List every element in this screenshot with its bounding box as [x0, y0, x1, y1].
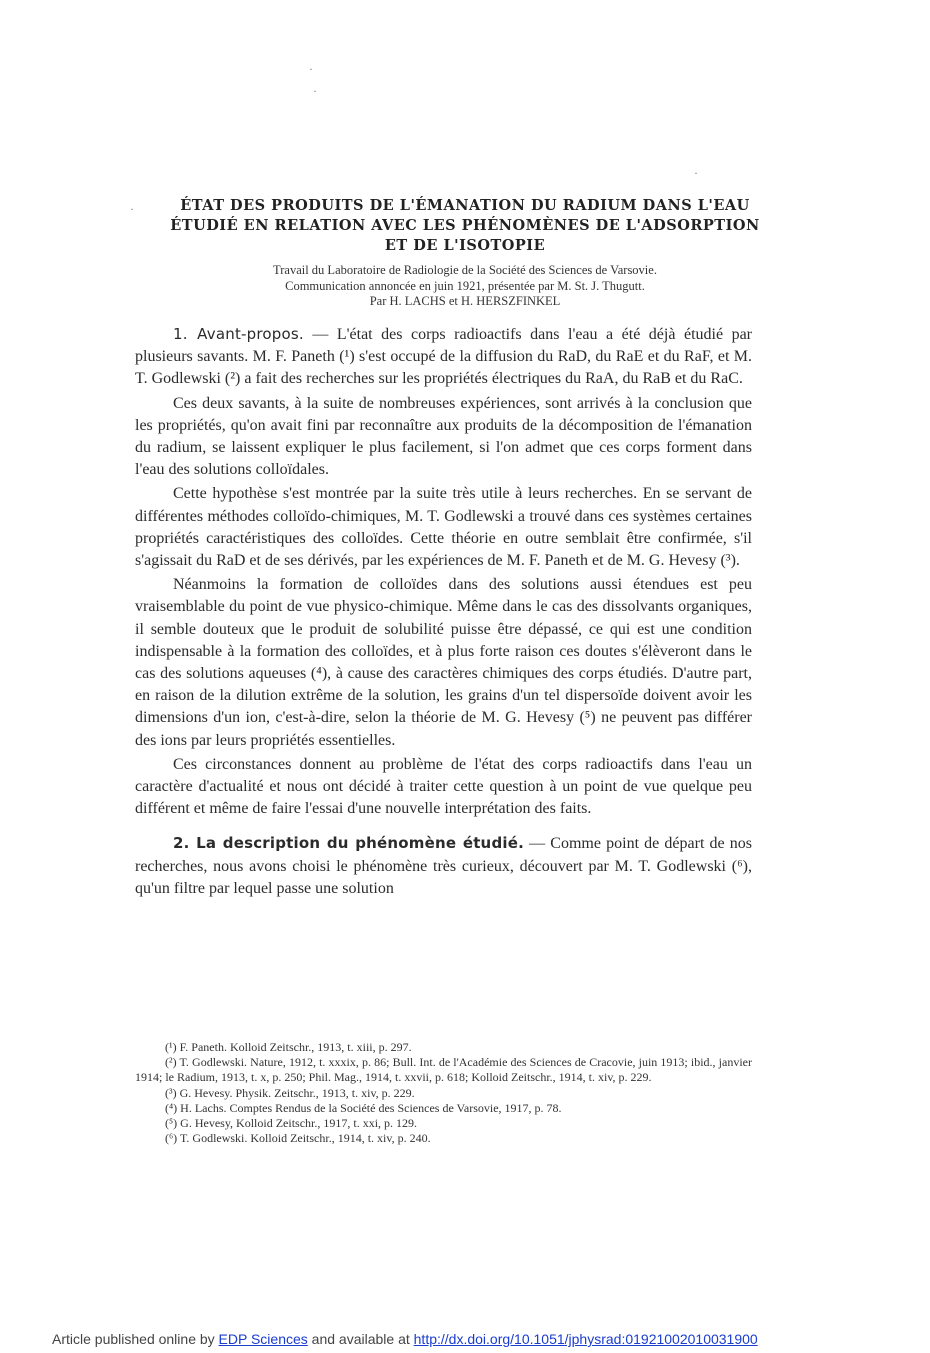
paragraph	[135, 323, 752, 391]
footnotes	[135, 1040, 752, 1146]
paragraph: Cette hypothèse s'est montrée par la suite très utile à leurs recherches. En se servant de différentes méthodes colloïdo-chimiques, M. T. Godlewski a trouvé dans ces systèmes certaines propriétés caractéristiques des colloïdes. Cette théorie en outre semblait être confirmée, s'il s'agissait du RaD et de ses dérivés, par les expériences de M. F. Paneth et de M. G. Hevesy (³).	[135, 485, 752, 570]
scan-speck: ·	[309, 62, 313, 76]
authors-line: Par H. LACHS et H. HERSZFINKEL	[369, 294, 561, 308]
paragraph-text: — Comme point de départ de nos recherches, nous avons choisi le phénomène très curieux, découvert par M. T. Godlewski (⁶), qu'un filtre par lequel passe une solution	[135, 835, 753, 897]
communication-note: Communication annoncée en juin 1921, présentée par M. St. J. Thugutt.	[285, 278, 645, 293]
footnote: (¹) F. Paneth. Kolloid Zeitschr., 1913, t. xiii, p. 297.	[165, 1040, 412, 1054]
paragraph	[135, 832, 752, 900]
scan-speck: ·	[313, 84, 317, 98]
scan-speck: ·	[694, 166, 698, 180]
paragraph: Ces circonstances donnent au problème de l'état des corps radioactifs dans l'eau un caractère d'actualité et nous ont décidé à traiter cette question à un point de vue quelque peu différent et même de faire l'essai d'une nouvelle interprétation des faits.	[135, 755, 752, 818]
article-meta	[120, 263, 810, 310]
article-title	[120, 196, 810, 256]
publication-credit	[52, 1331, 758, 1347]
title-line-1: ÉTAT DES PRODUITS DE L'ÉMANATION DU RADIUM DANS L'EAU	[180, 197, 750, 214]
footnote: (⁴) H. Lachs. Comptes Rendus de la Société des Sciences de Varsovie, 1917, p. 78.	[165, 1100, 562, 1115]
doi-link[interactable]: http://dx.doi.org/10.1051/jphysrad:01921002010031900	[413, 1331, 758, 1347]
section-heading-description: 2. La description du phénomène étudié.	[173, 834, 524, 853]
paragraph: Ces deux savants, à la suite de nombreuses expériences, sont arrivés à la conclusion que les propriétés, qu'on avait fini par reconnaître aux produits de la décomposition de l'émanation du radium, se laissent expliquer le plus facilement, si l'on admet que ces corps forment dans l'eau des solutions colloïdales.	[135, 394, 752, 479]
paragraph-text: — L'état des corps radioactifs dans l'eau a été déjà étudié par plusieurs savants. M. F. Paneth (¹) s'est occupé de la diffusion du RaD, du RaE et du RaF, et M. T. Godlewski (²) a fait des recherches sur les propriétés électriques du RaA, du RaB et du RaC.	[135, 326, 752, 388]
title-line-3: ET DE L'ISOTOPIE	[384, 237, 546, 254]
article-body	[135, 323, 752, 902]
footnote: (²) T. Godlewski. Nature, 1912, t. xxxix, p. 86; Bull. Int. de l'Académie des Sciences de Cracovie, juin 1913; ibid., janvier 1914; le Radium, 1913, t. x, p. 250; Phil. Mag., 1914, t. xxvii, p. 618; Kolloid Zeitschr., 1914, t. xiv, p. 229.	[135, 1055, 752, 1085]
scan-speck: ·	[130, 202, 134, 216]
footnote: (⁶) T. Godlewski. Kolloid Zeitschr., 1914, t. xiv, p. 240.	[165, 1131, 431, 1146]
footnote: (⁵) G. Hevesy, Kolloid Zeitschr., 1917, t. xxi, p. 129.	[165, 1116, 418, 1131]
publisher-link[interactable]: EDP Sciences	[218, 1331, 308, 1347]
credit-middle: and available at	[311, 1331, 410, 1347]
credit-prefix: Article published online by	[52, 1331, 215, 1347]
footnote: (³) G. Hevesy. Physik. Zeitschr., 1913, t. xiv, p. 229.	[165, 1085, 415, 1100]
laboratory-note: Travail du Laboratoire de Radiologie de la Société des Sciences de Varsovie.	[273, 263, 657, 277]
section-heading-avant-propos: 1. Avant-propos.	[173, 325, 304, 343]
paragraph: Néanmoins la formation de colloïdes dans des solutions aussi étendues est peu vraisemblable du point de vue physico-chimique. Même dans le cas des dissolvants organiques, il semble douteux que le produit de solubilité puisse être dépassé, ce qui est une condition indispensable à la formation des colloïdes, et à plus forte raison ces doutes s'élèveront dans le cas des solutions aqueuses (⁴), à cause des caractères chimiques des corps étudiés. D'autre part, en raison de la dilution extrême de la solution, les grains d'un tel dispersoïde doivent avoir les dimensions d'un ion, c'est-à-dire, selon la théorie de M. G. Hevesy (⁵) ne peuvent pas différer des ions par leurs propriétés essentielles.	[135, 576, 752, 749]
title-line-2: ÉTUDIÉ EN RELATION AVEC LES PHÉNOMÈNES DE L'ADSORPTION	[170, 217, 760, 234]
